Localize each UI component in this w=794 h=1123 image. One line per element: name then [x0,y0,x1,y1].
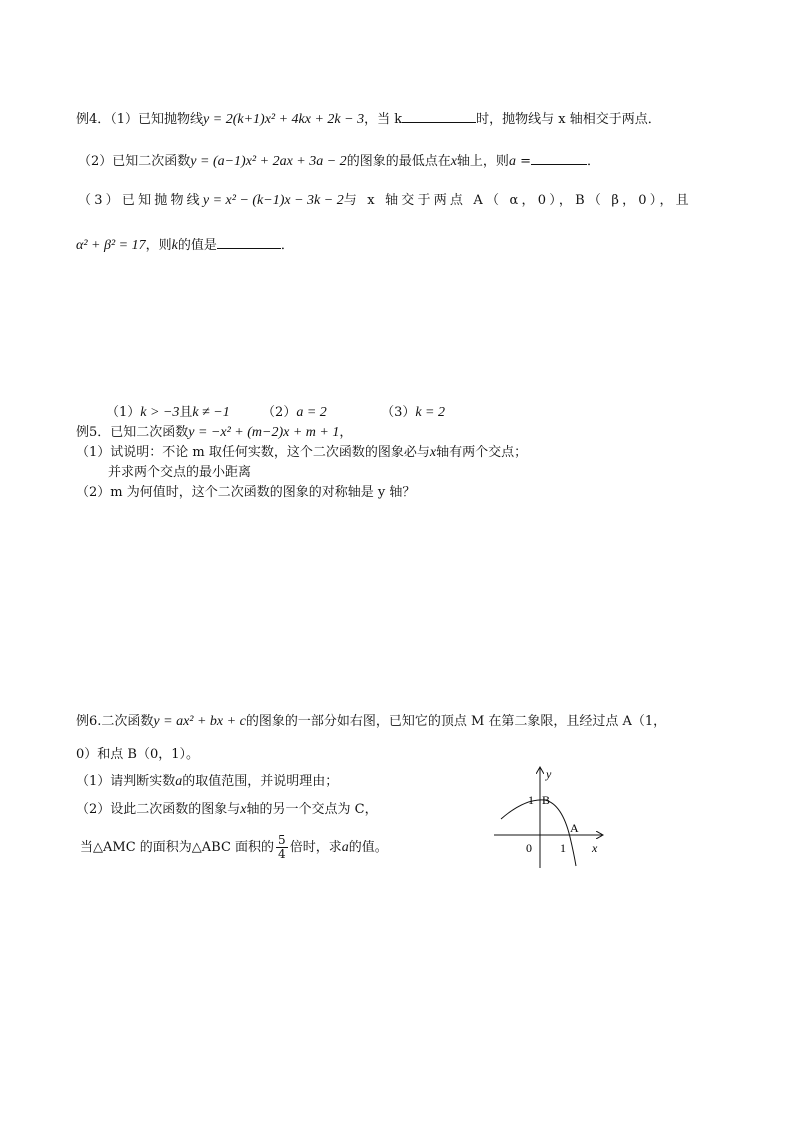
ex4-p2-end: ． [586,154,600,169]
ex6-title-suffix: 的图象的一部分如右图，已知它的顶点 M 在第二象限，且经过点 A（1， [245,714,667,729]
frac-denominator: 4 [278,847,286,861]
ex4-p3-line2-end: ． [280,238,294,253]
answer3-label: （3） [381,405,416,420]
tick-y-1-label: 1 [528,793,534,807]
ex4-p2-blank [531,150,587,165]
ex4-p3-line2-suffix: 的值是 [177,238,217,253]
ex6-q2-suffix: 轴的另一个交点为 C， [246,802,378,817]
answer-line [106,404,445,422]
ex4-part3-line2 [76,234,294,255]
ex6-title-expr: y = ax² + bx + c [153,714,246,729]
tick-x-1-label: 1 [560,841,566,855]
ex6-title [76,713,666,731]
ex4-part1 [76,108,661,129]
ex4-p1-expr: y = 2(k+1)x² + 4kx + 2k − 3 [203,112,365,127]
answer1-expr2: k ≠ −1 [192,405,230,420]
ex6-q2-prefix: （2）设此二次函数的图象与 [76,802,241,817]
ex6-q2-line2-prefix: 当△AMC 的面积为△ABC 面积的 [80,840,275,855]
ex4-part2 [78,150,600,171]
ex6-title-prefix: 例6.二次函数 [76,714,154,729]
ex5-q1-line2: 并求两个交点的最小距离 [108,465,252,480]
ex5-title-suffix: ， [339,425,353,440]
ex4-p1-prefix: 例4．（1）已知抛物线 [76,112,204,127]
ex4-p2-var2: a [508,154,516,169]
ex4-p2-expr: y = (a−1)x² + 2ax + 3a − 2 [190,154,347,169]
ex5-title-prefix: 例5．已知二次函数 [76,425,189,440]
ex5-q2: （2）m 为何值时，这个二次函数的图象的对称轴是 y 轴？ [76,485,416,500]
ex5-q1 [76,444,527,462]
ex4-p2-var: x [450,154,457,169]
ex5-title-expr: y = −x² + (m−2)x + m + 1 [188,425,340,440]
answer2-label: （2） [262,405,297,420]
ex4-p1-suffix: 时，抛物线与 x 轴相交于两点． [476,112,661,127]
ex5-q1-suffix: 轴有两个交点； [436,445,528,460]
answer1-mid: 且 [179,405,193,420]
ex6-q1-prefix: （1）请判断实数 [76,774,176,789]
ex6-q2-line2-mid: 倍时，求 [289,840,342,855]
ex6-q2-var: x [240,802,247,817]
point-b-label: B [542,793,551,807]
ex4-p3-line2-mid: ，则 [145,238,172,253]
ex4-p3-prefix: （3）已知抛物线 [78,193,203,208]
ex4-p3-blank [217,234,281,249]
fraction-five-fourths [276,834,288,861]
y-axis-label: y [546,767,552,781]
ex6-q2-line2-var: a [341,840,349,855]
ex4-p3-line2-var: k [171,238,178,253]
origin-label: 0 [526,841,532,855]
ex5-title [76,424,352,442]
ex4-p2-mid: 的图象的最低点在 [346,154,451,169]
ex6-q2-line2-suffix: 的值。 [348,840,388,855]
ex5-q1-var: x [429,445,437,460]
answer1-label: （1） [106,405,141,420]
ex4-p2-mid2: 轴上，则 [456,154,509,169]
ex4-p3-expr: y = x² − (k−1)x − 3k − 2 [202,193,344,208]
parabola-curve [501,800,576,866]
ex6-q1-suffix: 的取值范围，并说明理由； [182,774,339,789]
ex5-q1-prefix: （1）试说明：不论 m 取任何实数，这个二次函数的图象必与 [76,445,430,460]
ex4-p3-suffix: 与 x 轴交于两点 A（ α，0），B（ β，0），且 [343,193,692,208]
x-axis-label: x [592,841,598,855]
point-a-label: A [570,821,579,835]
frac-numerator: 5 [278,833,286,847]
ex4-p2-prefix: （2）已知二次函数 [78,154,191,169]
ex4-part3 [78,192,692,210]
ex4-p2-suffix: = [515,154,531,169]
answer3-expr: k = 2 [415,405,446,420]
answer2-expr: a = 2 [296,405,327,420]
ex6-q2 [76,801,378,819]
parabola-graph [490,762,620,872]
ex4-p1-mid: ，当 k [364,112,403,127]
ex6-q1 [76,773,338,791]
ex4-p3-line2-expr: α² + β² = 17 [76,238,146,253]
ex6-title-line2: 0）和点 B（0，1）。 [76,747,199,762]
ex6-q2-line2 [80,834,388,862]
ex4-p1-blank [402,108,476,123]
answer1-expr: k > −3 [140,405,180,420]
ex6-q1-var: a [175,774,183,789]
